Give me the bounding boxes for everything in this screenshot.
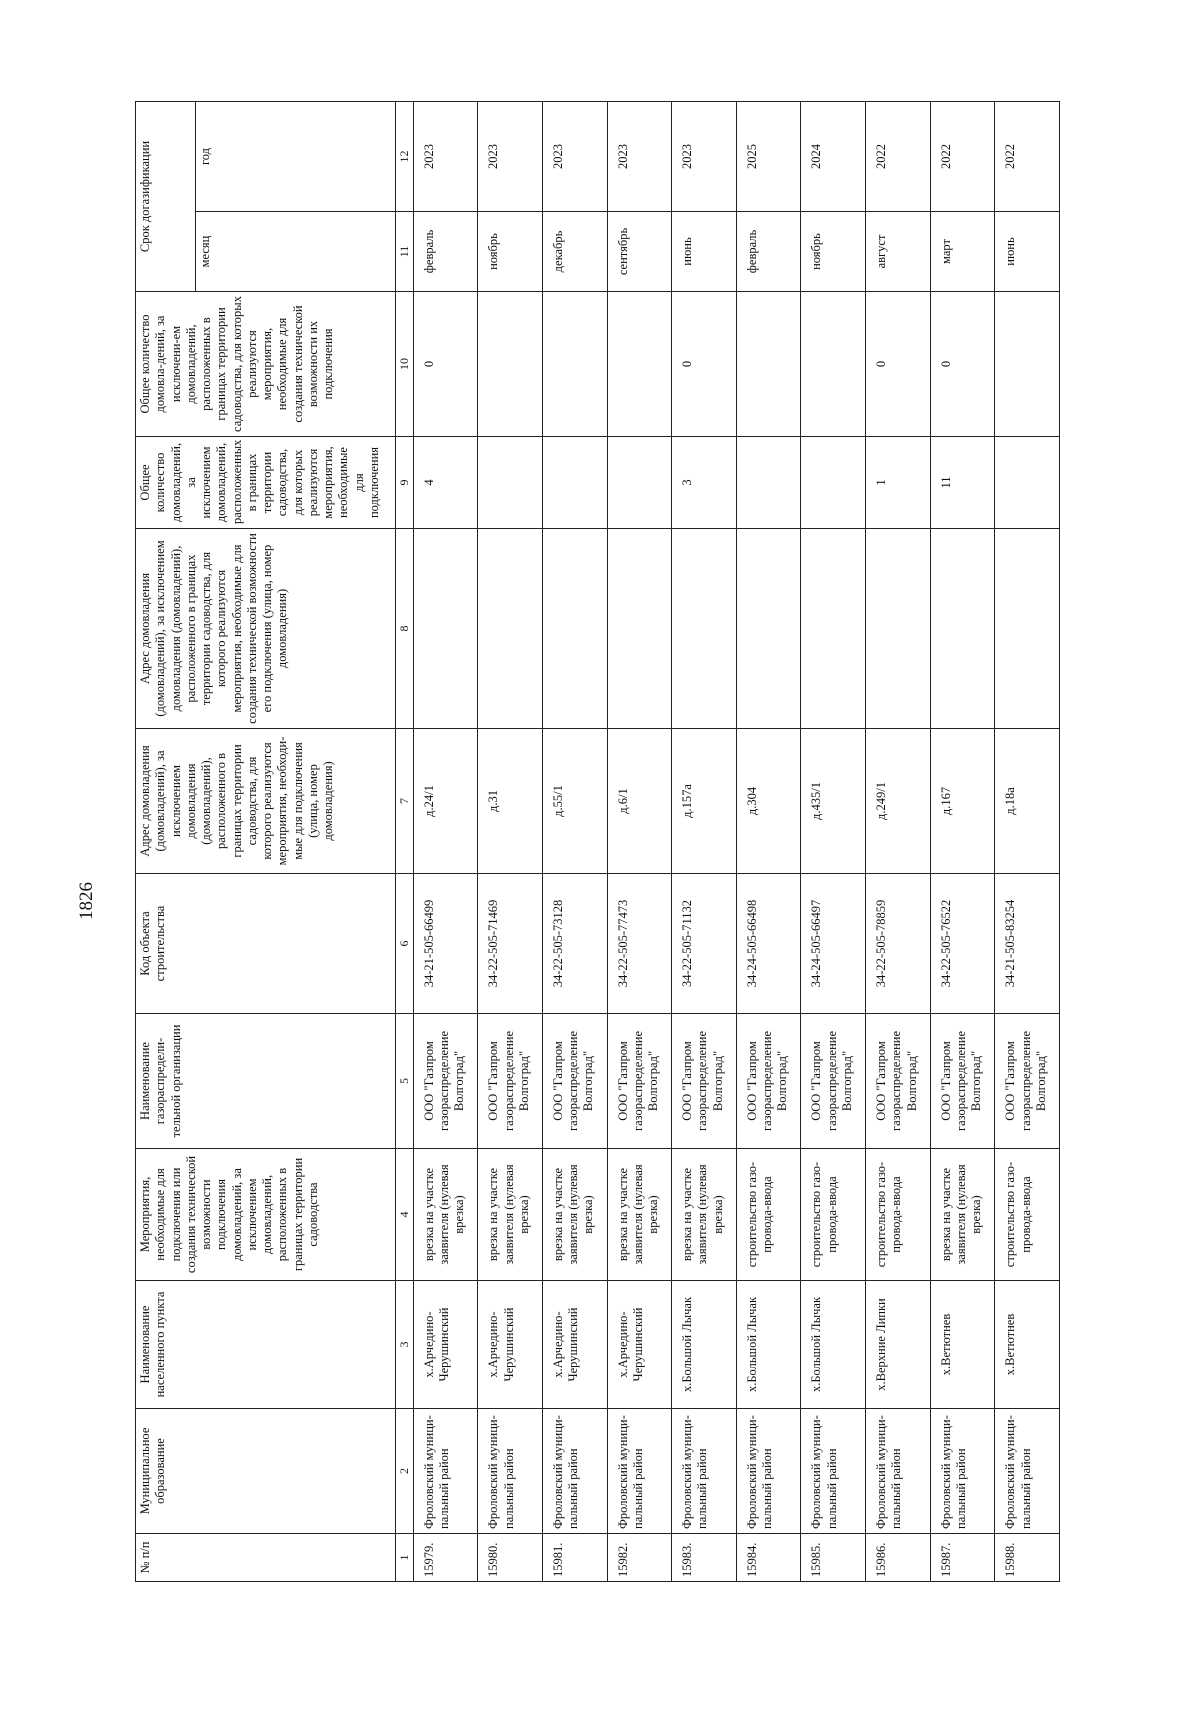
cell-count-capability: [607, 292, 672, 437]
cell-measure: врезка на участке заявителя (нулевая врезка): [607, 1149, 672, 1281]
cell-row-number: 15981.: [542, 1534, 607, 1582]
cell-measure: врезка на участке заявителя (нулевая врезка): [542, 1149, 607, 1281]
cell-row-number: 15980.: [478, 1534, 543, 1582]
cell-organization: ООО "Газпром газораспределение Волгоград": [607, 1014, 672, 1149]
column-number: 1: [396, 1534, 414, 1582]
cell-object-code: 34-24-505-66498: [736, 874, 801, 1014]
cell-measure: строительство газо-провода-ввода: [736, 1149, 801, 1281]
cell-object-code: 34-21-505-83254: [995, 874, 1060, 1014]
rotated-page: [135, 102, 1060, 1582]
header-address-capability: Адрес домовладения (домовладений), за исключением домовладения (домовладений), расположенного в границах территории садоводства, для которого реализуются мероприятия, необходимые для создания технической возможности его подключения (улица, номер домовладения): [136, 529, 396, 729]
cell-address-capability: [542, 529, 607, 729]
table-row: [930, 102, 995, 1582]
cell-count-capability: [542, 292, 607, 437]
cell-organization: ООО "Газпром газораспределение Волгоград": [542, 1014, 607, 1149]
cell-municipality: Фроловский муници-пальный район: [478, 1409, 543, 1534]
cell-address-connection: д.31: [478, 729, 543, 874]
cell-settlement: х.Арчедино-Черушинский: [413, 1281, 478, 1409]
header-organization: Наименование газораспредели-тельной организации: [136, 1014, 396, 1149]
cell-organization: ООО "Газпром газораспределение Волгоград": [478, 1014, 543, 1149]
cell-address-capability: [478, 529, 543, 729]
column-number: 12: [396, 102, 414, 212]
cell-address-capability: [736, 529, 801, 729]
cell-count-connection: [736, 437, 801, 529]
cell-address-capability: [866, 529, 931, 729]
cell-row-number: 15987.: [930, 1534, 995, 1582]
cell-municipality: Фроловский муници-пальный район: [995, 1409, 1060, 1534]
cell-row-number: 15986.: [866, 1534, 931, 1582]
cell-object-code: 34-22-505-73128: [542, 874, 607, 1014]
cell-object-code: 34-22-505-71469: [478, 874, 543, 1014]
cell-municipality: Фроловский муници-пальный район: [866, 1409, 931, 1534]
cell-organization: ООО "Газпром газораспределение Волгоград": [672, 1014, 737, 1149]
column-number: 3: [396, 1281, 414, 1409]
cell-row-number: 15983.: [672, 1534, 737, 1582]
table-row: [995, 102, 1060, 1582]
cell-measure: врезка на участке заявителя (нулевая врезка): [413, 1149, 478, 1281]
header-object-code: Код объекта строительства: [136, 874, 396, 1014]
cell-address-connection: д.6/1: [607, 729, 672, 874]
cell-deadline-year: 2024: [801, 102, 866, 212]
cell-object-code: 34-21-505-66499: [413, 874, 478, 1014]
cell-deadline-month: февраль: [736, 212, 801, 292]
table-row: [672, 102, 737, 1582]
cell-deadline-year: 2023: [607, 102, 672, 212]
cell-address-capability: [672, 529, 737, 729]
cell-deadline-year: 2025: [736, 102, 801, 212]
cell-municipality: Фроловский муници-пальный район: [607, 1409, 672, 1534]
cell-settlement: х.Большой Лычак: [736, 1281, 801, 1409]
cell-measure: врезка на участке заявителя (нулевая врезка): [930, 1149, 995, 1281]
cell-address-connection: д.167: [930, 729, 995, 874]
cell-deadline-year: 2023: [413, 102, 478, 212]
cell-object-code: 34-22-505-77473: [607, 874, 672, 1014]
cell-count-capability: 0: [930, 292, 995, 437]
column-number: 2: [396, 1409, 414, 1534]
header-address-connection: Адрес домовладения (домовладений), за исключением домовладения (домовладений), расположенного в границах территории садоводства, для которого реализуются мероприятия, необходи-мые для подключения (улица, номер домовладения): [136, 729, 396, 874]
cell-row-number: 15985.: [801, 1534, 866, 1582]
cell-settlement: х.Верхние Липки: [866, 1281, 931, 1409]
cell-address-capability: [930, 529, 995, 729]
header-count-connection: Общее количество домовладений, за исключением домовладений, расположенных в границах территории садоводства, для которых реализуются мероприятия, необходимые для подключения: [136, 437, 396, 529]
table-row: [478, 102, 543, 1582]
cell-measure: врезка на участке заявителя (нулевая врезка): [672, 1149, 737, 1281]
cell-count-connection: 4: [413, 437, 478, 529]
cell-row-number: 15982.: [607, 1534, 672, 1582]
cell-count-connection: 11: [930, 437, 995, 529]
cell-address-connection: д.55/1: [542, 729, 607, 874]
cell-municipality: Фроловский муници-пальный район: [801, 1409, 866, 1534]
table-row: [542, 102, 607, 1582]
cell-settlement: х.Большой Лычак: [801, 1281, 866, 1409]
cell-count-connection: [995, 437, 1060, 529]
cell-count-capability: 0: [866, 292, 931, 437]
cell-count-connection: 3: [672, 437, 737, 529]
cell-count-connection: [542, 437, 607, 529]
cell-address-capability: [607, 529, 672, 729]
cell-address-connection: д.157а: [672, 729, 737, 874]
cell-count-capability: 0: [413, 292, 478, 437]
cell-deadline-month: ноябрь: [801, 212, 866, 292]
column-number: 8: [396, 529, 414, 729]
cell-deadline-year: 2023: [478, 102, 543, 212]
cell-count-connection: [801, 437, 866, 529]
cell-count-capability: 0: [672, 292, 737, 437]
cell-settlement: х.Большой Лычак: [672, 1281, 737, 1409]
cell-count-connection: 1: [866, 437, 931, 529]
cell-address-connection: д.24/1: [413, 729, 478, 874]
cell-address-connection: д.18а: [995, 729, 1060, 874]
cell-deadline-month: август: [866, 212, 931, 292]
cell-address-connection: д.435/1: [801, 729, 866, 874]
cell-settlement: х.Арчедино-Черушинский: [478, 1281, 543, 1409]
column-number: 9: [396, 437, 414, 529]
cell-count-capability: [478, 292, 543, 437]
cell-settlement: х.Арчедино-Черушинский: [542, 1281, 607, 1409]
table-header: [136, 102, 414, 1582]
cell-deadline-month: декабрь: [542, 212, 607, 292]
cell-deadline-year: 2022: [995, 102, 1060, 212]
header-year: год: [196, 102, 396, 212]
column-number: 6: [396, 874, 414, 1014]
cell-deadline-month: июнь: [672, 212, 737, 292]
cell-deadline-year: 2023: [672, 102, 737, 212]
cell-deadline-year: 2022: [866, 102, 931, 212]
header-number: № п/п: [136, 1534, 396, 1582]
header-measures: Мероприятия, необходимые для подключения или создания технической возможности подключения домовладений, за исключением домовладений, расположенных в границах территории садоводства: [136, 1149, 396, 1281]
cell-deadline-month: март: [930, 212, 995, 292]
column-number: 4: [396, 1149, 414, 1281]
cell-measure: строительство газо-провода-ввода: [801, 1149, 866, 1281]
cell-object-code: 34-22-505-78859: [866, 874, 931, 1014]
header-deadline: Срок догазификации: [136, 102, 196, 292]
table-row: [801, 102, 866, 1582]
column-number: 7: [396, 729, 414, 874]
cell-measure: строительство газо-провода-ввода: [995, 1149, 1060, 1281]
cell-organization: ООО "Газпром газораспределение Волгоград": [801, 1014, 866, 1149]
header-count-capability: Общее количество домовла-дений, за исключени-ем домовладений, расположенных в границах территории садоводства, для которых реализуются мероприятия, необходимые для создания технической возможности их подключения: [136, 292, 396, 437]
cell-object-code: 34-22-505-71132: [672, 874, 737, 1014]
cell-settlement: х.Арчедино-Черушинский: [607, 1281, 672, 1409]
cell-address-connection: д.249/1: [866, 729, 931, 874]
cell-row-number: 15988.: [995, 1534, 1060, 1582]
gasification-table: [135, 101, 1060, 1582]
cell-municipality: Фроловский муници-пальный район: [413, 1409, 478, 1534]
cell-organization: ООО "Газпром газораспределение Волгоград": [413, 1014, 478, 1149]
cell-object-code: 34-22-505-76522: [930, 874, 995, 1014]
cell-count-capability: [736, 292, 801, 437]
cell-measure: врезка на участке заявителя (нулевая врезка): [478, 1149, 543, 1281]
header-month: месяц: [196, 212, 396, 292]
cell-count-connection: [607, 437, 672, 529]
cell-deadline-month: июнь: [995, 212, 1060, 292]
table-body: [413, 102, 1059, 1582]
cell-deadline-month: ноябрь: [478, 212, 543, 292]
column-number: 5: [396, 1014, 414, 1149]
table-row: [413, 102, 478, 1582]
cell-count-capability: [801, 292, 866, 437]
cell-municipality: Фроловский муници-пальный район: [672, 1409, 737, 1534]
cell-deadline-year: 2022: [930, 102, 995, 212]
cell-municipality: Фроловский муници-пальный район: [736, 1409, 801, 1534]
cell-address-capability: [995, 529, 1060, 729]
column-number: 10: [396, 292, 414, 437]
cell-organization: ООО "Газпром газораспределение Волгоград": [736, 1014, 801, 1149]
table-row: [736, 102, 801, 1582]
cell-municipality: Фроловский муници-пальный район: [930, 1409, 995, 1534]
cell-count-connection: [478, 437, 543, 529]
cell-address-capability: [413, 529, 478, 729]
cell-organization: ООО "Газпром газораспределение Волгоград": [866, 1014, 931, 1149]
header-settlement: Наименование населенного пункта: [136, 1281, 396, 1409]
cell-municipality: Фроловский муници-пальный район: [542, 1409, 607, 1534]
cell-measure: строительство газо-провода-ввода: [866, 1149, 931, 1281]
cell-row-number: 15984.: [736, 1534, 801, 1582]
column-number: 11: [396, 212, 414, 292]
cell-row-number: 15979.: [413, 1534, 478, 1582]
cell-address-connection: д.304: [736, 729, 801, 874]
cell-settlement: х.Ветютнев: [995, 1281, 1060, 1409]
cell-organization: ООО "Газпром газораспределение Волгоград": [995, 1014, 1060, 1149]
cell-address-capability: [801, 529, 866, 729]
cell-deadline-month: сентябрь: [607, 212, 672, 292]
header-municipality: Муниципальное образование: [136, 1409, 396, 1534]
table-row: [607, 102, 672, 1582]
cell-organization: ООО "Газпром газораспределение Волгоград": [930, 1014, 995, 1149]
cell-settlement: х.Ветютнев: [930, 1281, 995, 1409]
cell-count-capability: [995, 292, 1060, 437]
cell-object-code: 34-24-505-66497: [801, 874, 866, 1014]
cell-deadline-month: февраль: [413, 212, 478, 292]
column-numbers-row: [396, 102, 414, 1582]
table-row: [866, 102, 931, 1582]
page-number: 1826: [76, 882, 97, 920]
cell-deadline-year: 2023: [542, 102, 607, 212]
